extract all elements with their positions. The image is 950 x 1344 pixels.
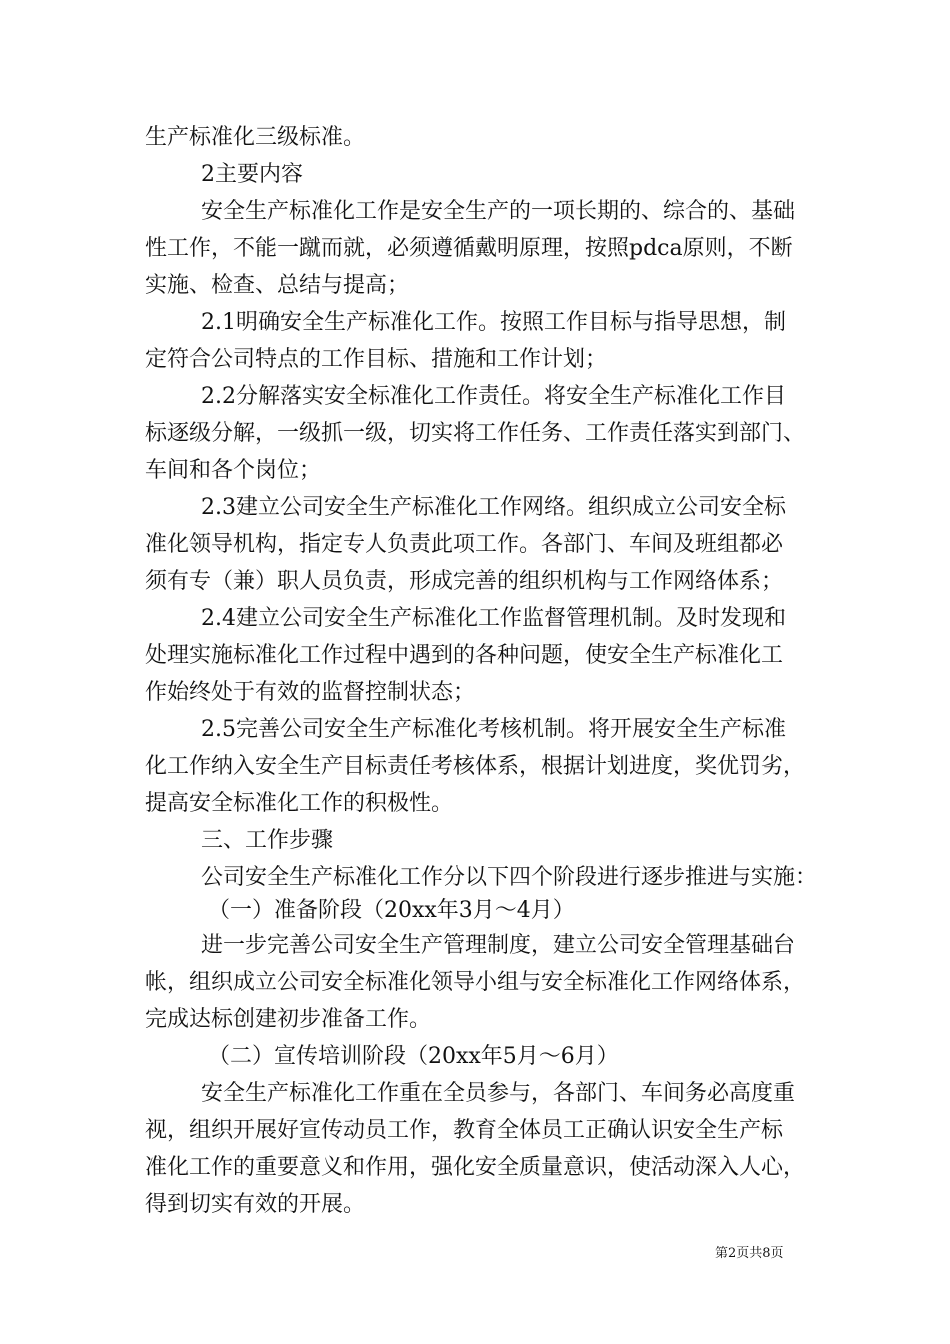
paragraph-line: 进一步完善公司安全生产管理制度，建立公司安全管理基础台 bbox=[201, 933, 796, 958]
paragraph-line: 得到切实有效的开展。 bbox=[145, 1192, 366, 1217]
paragraph-line: 视，组织开展好宣传动员工作，教育全体员工正确认识安全生产标 bbox=[145, 1118, 784, 1143]
paragraph-line: 2.5完善公司安全生产标准化考核机制。将开展安全生产标准 bbox=[201, 717, 786, 742]
paragraph-line: 2.1明确安全生产标准化工作。按照工作目标与指导思想，制 bbox=[201, 310, 786, 335]
paragraph-line: 安全生产标准化工作重在全员参与，各部门、车间务必高度重 bbox=[201, 1081, 796, 1106]
section-heading: 三、工作步骤 bbox=[201, 828, 334, 853]
paragraph-line: 性工作，不能一蹴而就，必须遵循戴明原理，按照pdca原则，不断 bbox=[145, 236, 793, 261]
paragraph-line: 定符合公司特点的工作目标、措施和工作计划； bbox=[145, 347, 608, 372]
paragraph-line: 2.3建立公司安全生产标准化工作网络。组织成立公司安全标 bbox=[201, 495, 786, 520]
paragraph-line: 实施、检查、总结与提高； bbox=[145, 273, 410, 298]
paragraph-line: 安全生产标准化工作是安全生产的一项长期的、综合的、基础 bbox=[201, 199, 796, 224]
paragraph-line: 化工作纳入安全生产目标责任考核体系，根据计划进度，奖优罚劣， bbox=[145, 754, 806, 779]
paragraph-line: 作始终处于有效的监督控制状态； bbox=[145, 680, 476, 705]
page-number: 第2页共8页 bbox=[715, 1246, 784, 1261]
paragraph-line: 车间和各个岗位； bbox=[145, 458, 322, 483]
subsection-heading: （一）准备阶段（20xx年3月～4月） bbox=[208, 898, 575, 923]
paragraph-line: 公司安全生产标准化工作分以下四个阶段进行逐步推进与实施： bbox=[201, 865, 818, 890]
paragraph-line: 帐，组织成立公司安全标准化领导小组与安全标准化工作网络体系， bbox=[145, 970, 806, 995]
paragraph-line: 处理实施标准化工作过程中遇到的各种问题，使安全生产标准化工 bbox=[145, 643, 784, 668]
section-heading: 2主要内容 bbox=[201, 162, 303, 187]
paragraph-line: 准化领导机构，指定专人负责此项工作。各部门、车间及班组都必 bbox=[145, 532, 784, 557]
paragraph-line: 完成达标创建初步准备工作。 bbox=[145, 1007, 432, 1032]
subsection-heading: （二）宣传培训阶段（20xx年5月～6月） bbox=[208, 1044, 619, 1069]
paragraph-line: 准化工作的重要意义和作用，强化安全质量意识，使活动深入人心， bbox=[145, 1155, 806, 1180]
paragraph-line: 提高安全标准化工作的积极性。 bbox=[145, 791, 454, 816]
paragraph-line: 2.4建立公司安全生产标准化工作监督管理机制。及时发现和 bbox=[201, 606, 786, 631]
paragraph-line: 标逐级分解，一级抓一级，切实将工作任务、工作责任落实到部门、 bbox=[145, 421, 806, 446]
paragraph-line: 生产标准化三级标准。 bbox=[145, 125, 366, 150]
paragraph-line: 2.2分解落实安全标准化工作责任。将安全生产标准化工作目 bbox=[201, 384, 786, 409]
paragraph-line: 须有专（兼）职人员负责，形成完善的组织机构与工作网络体系； bbox=[145, 569, 784, 594]
